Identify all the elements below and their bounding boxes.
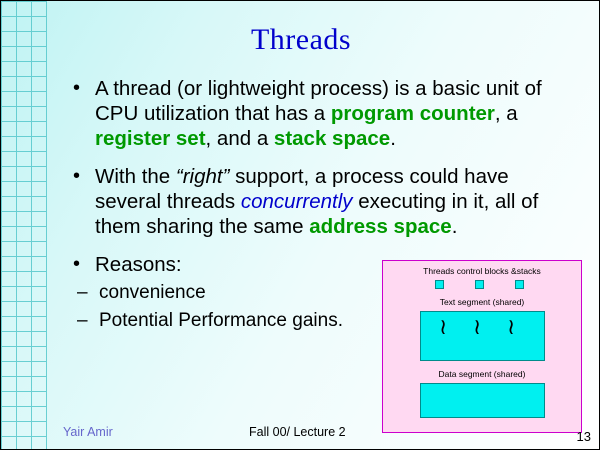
bullet-text-part: With the — [95, 165, 176, 188]
footer-course-info: Fall 00/ Lecture 2 — [249, 425, 346, 439]
bullet-text: Reasons: — [95, 253, 182, 276]
sub-bullet-marker: – — [77, 310, 88, 331]
diagram-label-text-segment: Text segment (shared) — [439, 297, 525, 307]
bullet-item — [69, 164, 569, 239]
bullet-text-highlight: program counter — [330, 102, 495, 125]
thread-squiggle-icon: ≀ — [473, 314, 482, 339]
footer-page-number: 13 — [576, 429, 591, 444]
thread-squiggle-icon: ≀ — [507, 314, 516, 339]
bullet-text — [95, 165, 538, 238]
thread-squiggle-icon: ≀ — [439, 314, 448, 339]
thread-control-block — [475, 280, 484, 289]
sub-bullet-text: convenience — [99, 282, 206, 303]
page-title: Threads — [250, 23, 352, 56]
bullet-text-part: , and a — [205, 127, 274, 150]
graph-paper-decoration — [1, 1, 47, 450]
bullet-text-emphasis: concurrently — [240, 190, 353, 213]
bullet-text-part: . — [451, 215, 458, 238]
bullet-marker: • — [73, 77, 81, 99]
data-segment-block — [420, 383, 545, 418]
thread-memory-diagram — [382, 260, 582, 433]
bullet-text-part: , a — [494, 102, 518, 125]
thread-control-block — [515, 280, 524, 289]
sub-bullet-marker: – — [77, 282, 88, 303]
sub-bullet-text: Potential Performance gains. — [99, 310, 343, 331]
diagram-label-threads: Threads control blocks &stacks — [423, 266, 541, 276]
bullet-text-highlight: address space — [309, 215, 452, 238]
bullet-marker: • — [73, 165, 81, 187]
bullet-item — [69, 76, 569, 151]
bullet-marker: • — [73, 253, 81, 275]
thread-control-block — [435, 280, 444, 289]
diagram-label-data-segment: Data segment (shared) — [438, 369, 526, 379]
sub-bullet-item — [69, 309, 359, 333]
bullet-text-part: A thread (or lightweight process) is a basic unit of CPU utilization that has a — [95, 77, 542, 125]
footer-author: Yair Amir — [63, 425, 113, 439]
bullet-text-part: . — [390, 127, 396, 150]
bullet-text-italic: “right” — [175, 165, 230, 188]
text-segment-block — [420, 311, 545, 361]
bullet-text-highlight: register set — [95, 127, 206, 150]
bullet-text-part: support, a process could have several threads — [95, 165, 509, 213]
bullet-text-part: executing in it, all of them sharing the same — [95, 190, 539, 238]
bullet-text — [95, 77, 542, 150]
bullet-text-highlight: stack space — [273, 127, 391, 150]
